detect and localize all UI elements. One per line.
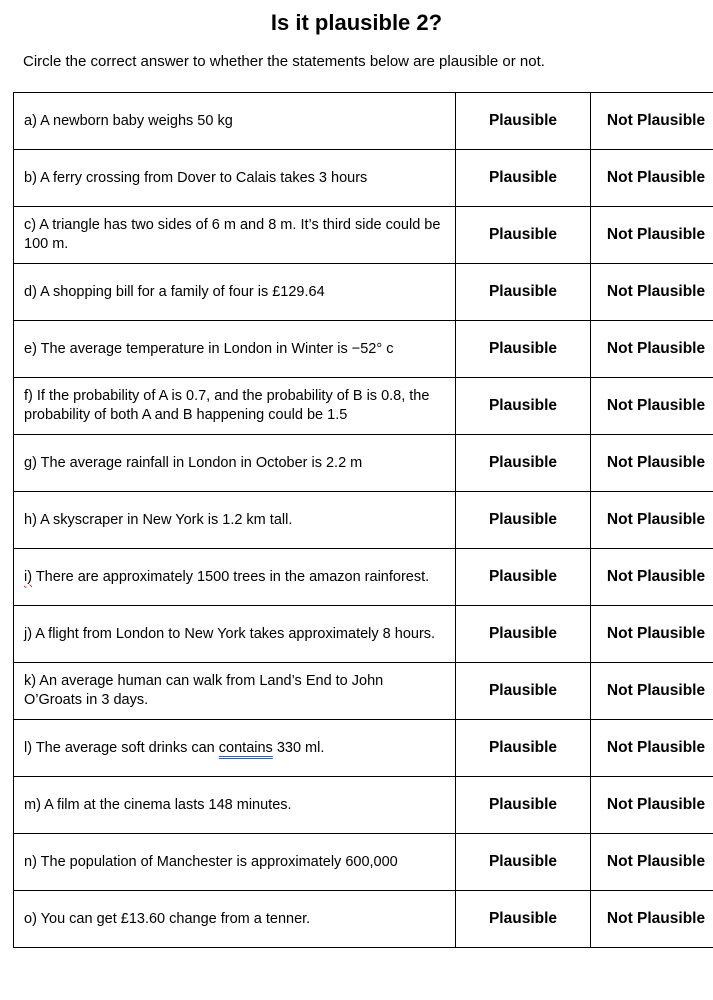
statement-cell <box>14 549 456 606</box>
table-row <box>14 720 713 777</box>
plausible-option[interactable]: Plausible <box>456 891 591 948</box>
plausible-option[interactable]: Plausible <box>456 606 591 663</box>
statement-cell <box>14 435 456 492</box>
statement-cell <box>14 606 456 663</box>
statement-cell <box>14 720 456 777</box>
plausibility-table <box>13 92 713 948</box>
table-row <box>14 93 713 150</box>
table-row <box>14 891 713 948</box>
statement-text: l) The average soft drinks can <box>24 739 219 756</box>
not-plausible-option[interactable]: Not Plausible <box>591 378 713 435</box>
not-plausible-option[interactable]: Not Plausible <box>591 663 713 720</box>
statement-cell <box>14 891 456 948</box>
statement-cell <box>14 663 456 720</box>
statement-text: m) A film at the cinema lasts 148 minutes. <box>24 796 292 813</box>
worksheet-title: Is it plausible 2? <box>270 10 443 35</box>
statement-cell <box>14 834 456 891</box>
not-plausible-option[interactable]: Not Plausible <box>591 492 713 549</box>
instruction-text: Circle the correct answer to whether the statements below are plausible or not. <box>23 53 545 70</box>
grammar-flagged-text[interactable]: contains <box>218 739 273 756</box>
statement-cell <box>14 93 456 150</box>
plausible-option[interactable]: Plausible <box>456 378 591 435</box>
table-row <box>14 435 713 492</box>
not-plausible-option[interactable]: Not Plausible <box>591 606 713 663</box>
table-row <box>14 777 713 834</box>
not-plausible-option[interactable]: Not Plausible <box>591 321 713 378</box>
not-plausible-option[interactable]: Not Plausible <box>591 150 713 207</box>
table-row <box>14 321 713 378</box>
statement-text: 330 ml. <box>272 739 325 756</box>
statement-cell <box>14 378 456 435</box>
plausible-option[interactable]: Plausible <box>456 777 591 834</box>
not-plausible-option[interactable]: Not Plausible <box>591 207 713 264</box>
statement-text: a) A newborn baby weighs 50 kg <box>24 112 233 129</box>
statement-text: e) The average temperature in London in Winter is −52° c <box>24 340 394 357</box>
statement-text: o) You can get £13.60 change from a tenner. <box>24 910 311 927</box>
plausible-option[interactable]: Plausible <box>456 834 591 891</box>
table-row <box>14 606 713 663</box>
not-plausible-option[interactable]: Not Plausible <box>591 264 713 321</box>
plausible-option[interactable]: Plausible <box>456 720 591 777</box>
statement-text: f) If the probability of A is 0.7, and the probability of B is 0.8, the probability of both A and B happening could be 1.5 <box>24 388 430 423</box>
plausible-option[interactable]: Plausible <box>456 435 591 492</box>
not-plausible-option[interactable]: Not Plausible <box>591 777 713 834</box>
not-plausible-option[interactable]: Not Plausible <box>591 549 713 606</box>
plausible-option[interactable]: Plausible <box>456 663 591 720</box>
table-row <box>14 264 713 321</box>
plausible-option[interactable]: Plausible <box>456 264 591 321</box>
statement-text: j) A flight from London to New York takes approximately 8 hours. <box>24 625 436 642</box>
statement-cell <box>14 150 456 207</box>
statement-text: h) A skyscraper in New York is 1.2 km tall. <box>24 511 293 528</box>
statement-text: g) The average rainfall in London in October is 2.2 m <box>24 454 363 471</box>
not-plausible-option[interactable]: Not Plausible <box>591 891 713 948</box>
plausible-option[interactable]: Plausible <box>456 549 591 606</box>
statement-cell <box>14 207 456 264</box>
statement-text: There are approximately 1500 trees in the amazon rainforest. <box>32 568 430 585</box>
table-row <box>14 150 713 207</box>
not-plausible-option[interactable]: Not Plausible <box>591 435 713 492</box>
table-row <box>14 663 713 720</box>
statement-text: c) A triangle has two sides of 6 m and 8 m. It’s third side could be 100 m. <box>24 217 441 252</box>
table-row <box>14 207 713 264</box>
not-plausible-option[interactable]: Not Plausible <box>591 93 713 150</box>
not-plausible-option[interactable]: Not Plausible <box>591 720 713 777</box>
plausible-option[interactable]: Plausible <box>456 207 591 264</box>
table-row <box>14 492 713 549</box>
plausible-option[interactable]: Plausible <box>456 492 591 549</box>
plausible-option[interactable]: Plausible <box>456 321 591 378</box>
spellcheck-flagged-text[interactable]: i) <box>24 568 33 585</box>
plausible-option[interactable]: Plausible <box>456 93 591 150</box>
statement-text: k) An average human can walk from Land’s End to John O’Groats in 3 days. <box>24 673 384 708</box>
table-row <box>14 378 713 435</box>
table-row <box>14 834 713 891</box>
statement-text: b) A ferry crossing from Dover to Calais takes 3 hours <box>24 169 368 186</box>
statement-text: d) A shopping bill for a family of four is £129.64 <box>24 283 325 300</box>
plausible-option[interactable]: Plausible <box>456 150 591 207</box>
statement-text: n) The population of Manchester is approximately 600,000 <box>24 853 398 870</box>
statement-cell <box>14 777 456 834</box>
statement-cell <box>14 492 456 549</box>
not-plausible-option[interactable]: Not Plausible <box>591 834 713 891</box>
table-row <box>14 549 713 606</box>
statement-cell <box>14 264 456 321</box>
statement-cell <box>14 321 456 378</box>
